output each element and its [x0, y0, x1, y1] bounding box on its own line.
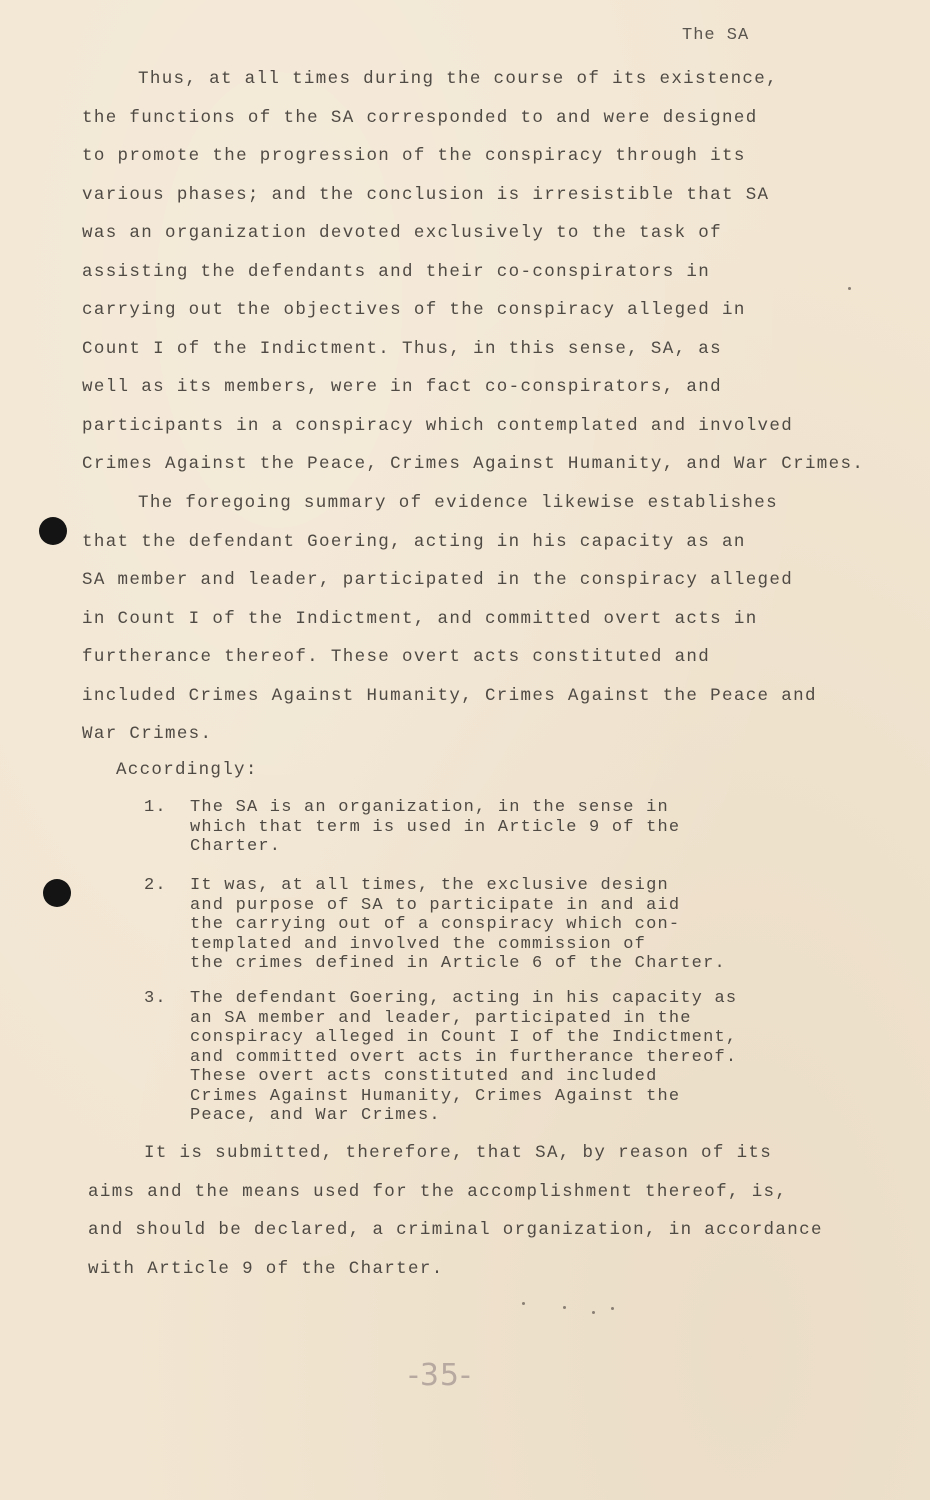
text-line: furtherance thereof. These overt acts constituted and	[82, 647, 711, 667]
text-line: the crimes defined in Article 6 of the Charter.	[190, 954, 726, 973]
text-line: Count I of the Indictment. Thus, in this sense, SA, as	[82, 338, 722, 359]
text-line: conspiracy alleged in Count I of the Indictment,	[190, 1028, 738, 1047]
item-number: 1.	[144, 798, 167, 817]
ink-speck	[592, 1311, 595, 1314]
ink-speck	[522, 1302, 525, 1305]
page-number: -35-	[408, 1358, 472, 1393]
text-line: to promote the progression of the conspiracy through its	[82, 146, 746, 166]
text-line: well as its members, were in fact co-conspirators, and	[82, 377, 722, 397]
text-line: included Crimes Against Humanity, Crimes Against the Peace and	[82, 685, 817, 706]
text-line: carrying out the objectives of the conspiracy alleged in	[82, 300, 746, 320]
text-line: Crimes Against Humanity, Crimes Against the	[190, 1086, 681, 1106]
item-text	[190, 989, 737, 1126]
text-line: These overt acts constituted and included	[190, 1067, 658, 1086]
text-line: assisting the defendants and their co-conspirators in	[82, 261, 711, 282]
paragraph-3	[88, 1134, 823, 1288]
text-line: Peace, and War Crimes.	[190, 1106, 441, 1125]
text-line: SA member and leader, participated in the conspiracy alleged	[82, 570, 794, 590]
item-text	[190, 876, 726, 974]
text-line: an SA member and leader, participated in the	[190, 1008, 692, 1028]
text-line: Charter.	[190, 837, 282, 856]
text-line: It is submitted, therefore, that SA, by reason of its	[144, 1143, 773, 1163]
text-line: the functions of the SA corresponded to and were designed	[82, 107, 758, 128]
text-line: templated and involved the commission of	[190, 934, 647, 954]
text-line: which that term is used in Article 9 of the	[190, 817, 681, 837]
text-line: and purpose of SA to participate in and aid	[190, 895, 681, 915]
accordingly-heading: Accordingly:	[116, 760, 258, 780]
item-number: 3.	[144, 989, 167, 1008]
text-line: It was, at all times, the exclusive design	[190, 876, 669, 895]
text-line: The defendant Goering, acting in his capacity as	[190, 989, 738, 1008]
ink-speck	[611, 1307, 614, 1310]
text-line: participants in a conspiracy which contemplated and involved	[82, 415, 794, 436]
text-line: War Crimes.	[82, 724, 213, 744]
item-text	[190, 798, 680, 857]
text-line: that the defendant Goering, acting in his capacity as an	[82, 531, 746, 552]
text-line: various phases; and the conclusion is irresistible that SA	[82, 184, 770, 205]
text-line: aims and the means used for the accomplishment thereof, is,	[88, 1181, 788, 1202]
ink-speck	[848, 287, 851, 290]
text-line: The foregoing summary of evidence likewise establishes	[138, 493, 778, 513]
running-header: The SA	[682, 26, 750, 45]
text-line: and should be declared, a criminal organization, in accordance	[88, 1220, 823, 1240]
text-line: with Article 9 of the Charter.	[88, 1258, 444, 1279]
punch-hole	[43, 879, 71, 907]
ink-speck	[563, 1306, 566, 1309]
paragraph-2	[82, 484, 817, 754]
text-line: Crimes Against the Peace, Crimes Against Humanity, and War Crimes.	[82, 454, 865, 474]
text-line: was an organization devoted exclusively to the task of	[82, 223, 722, 243]
text-line: the carrying out of a conspiracy which con-	[190, 915, 681, 934]
text-line: in Count I of the Indictment, and committed overt acts in	[82, 608, 758, 629]
punch-hole	[39, 517, 67, 545]
item-number: 2.	[144, 876, 167, 895]
text-line: and committed overt acts in furtherance thereof.	[190, 1047, 738, 1067]
text-line: Thus, at all times during the course of its existence,	[138, 69, 778, 89]
paragraph-1	[82, 60, 864, 484]
text-line: The SA is an organization, in the sense in	[190, 798, 669, 817]
